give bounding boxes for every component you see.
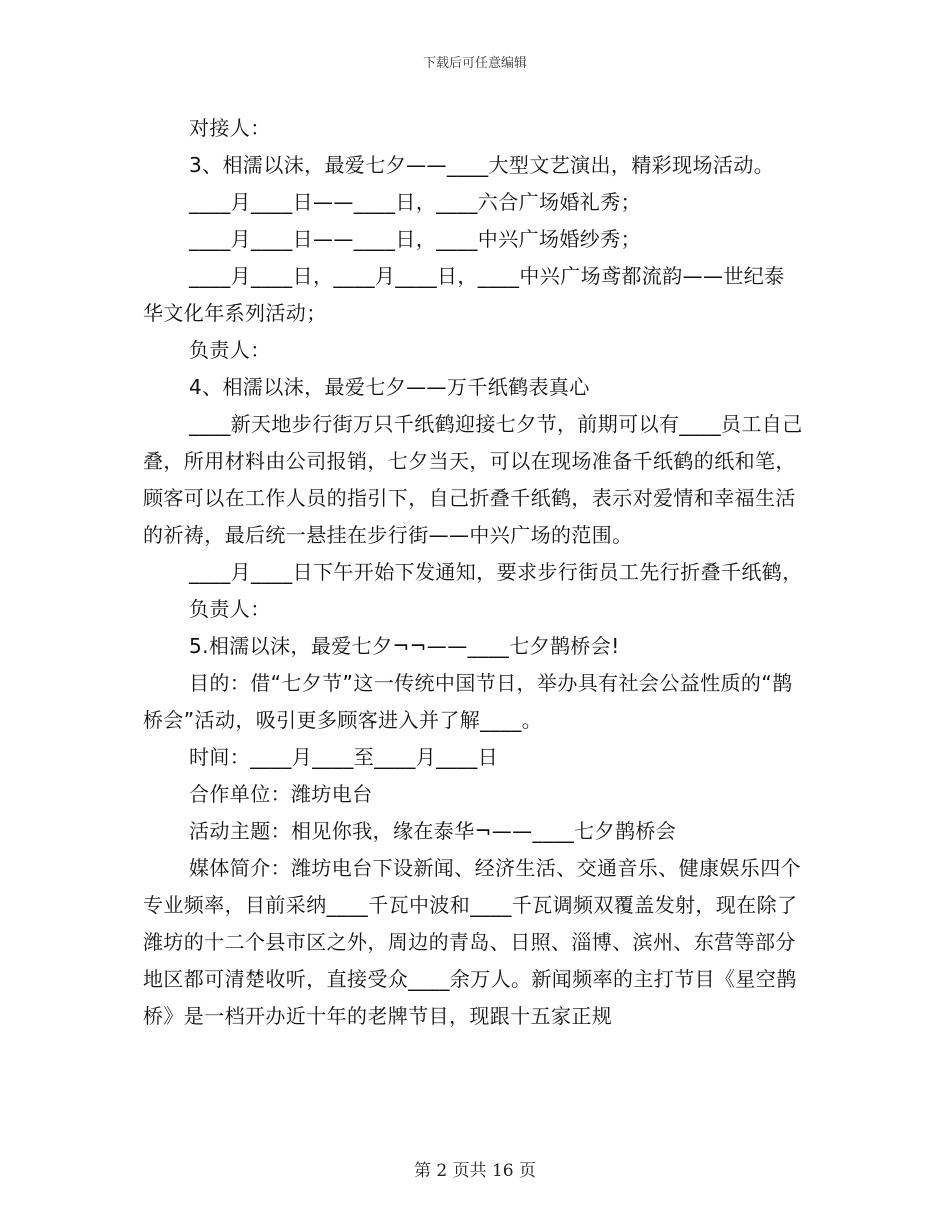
- paragraph: ____月____日，____月____日，____中兴广场鸢都流韵——世纪泰华文化年系列活动；: [143, 264, 785, 325]
- section-heading: 3、相濡以沫，最爱七夕——____大型文艺演出，精彩现场活动。: [189, 153, 775, 177]
- paragraph: 目的：借“七夕节”这一传统中国节日，举办具有社会公益性质的“鹊桥会”活动，吸引更多顾客进入并了解____。: [143, 671, 793, 732]
- paragraph: 对接人：: [189, 116, 271, 140]
- paragraph: 时间：____月____至____月____日: [189, 745, 499, 769]
- page-number-footer: 第 2 页共 16 页: [413, 1161, 537, 1181]
- section-heading: 4、相濡以沫，最爱七夕——万千纸鹤表真心: [189, 375, 590, 399]
- section-heading: 5.相濡以沫，最爱七夕¬¬——____七夕鹊桥会!: [189, 634, 620, 658]
- paragraph: 活动主题：相见你我，缘在泰华¬——____七夕鹊桥会: [189, 819, 677, 843]
- paragraph: ____月____日——____日，____六合广场婚礼秀；: [189, 190, 641, 214]
- paragraph: ____月____日下午开始下发通知，要求步行街员工先行折叠千纸鹤，: [189, 560, 803, 584]
- paragraph: 负责人：: [189, 597, 271, 621]
- paragraph: ____月____日——____日，____中兴广场婚纱秀；: [189, 227, 641, 251]
- page-header: 下载后可任意编辑: [422, 56, 527, 71]
- paragraph: ____新天地步行街万只千纸鹤迎接七夕节，前期可以有____员工自己叠，所用材料由公司报销，七夕当天，可以在现场准备千纸鹤的纸和笔，顾客可以在工作人员的指引下，自己折叠千纸鹤，表示对爱情和幸福生活的祈祷，最后统一悬挂在步行街——中兴广场的范围。: [143, 412, 803, 547]
- paragraph: 合作单位：潍坊电台: [189, 782, 373, 806]
- document-body: [143, 110, 803, 1035]
- paragraph: 媒体简介：潍坊电台下设新闻、经济生活、交通音乐、健康娱乐四个专业频率，目前采纳____千瓦中波和____千瓦调频双覆盖发射，现在除了潍坊的十二个县市区之外，周边的青岛、日照、淄博、滨州、东营等部分地区都可清楚收听，直接受众____余万人。新闻频率的主打节目《星空鹊桥》是一档开办近十年的老牌节目，现跟十五家正规: [143, 856, 801, 1028]
- paragraph: 负责人：: [189, 338, 271, 362]
